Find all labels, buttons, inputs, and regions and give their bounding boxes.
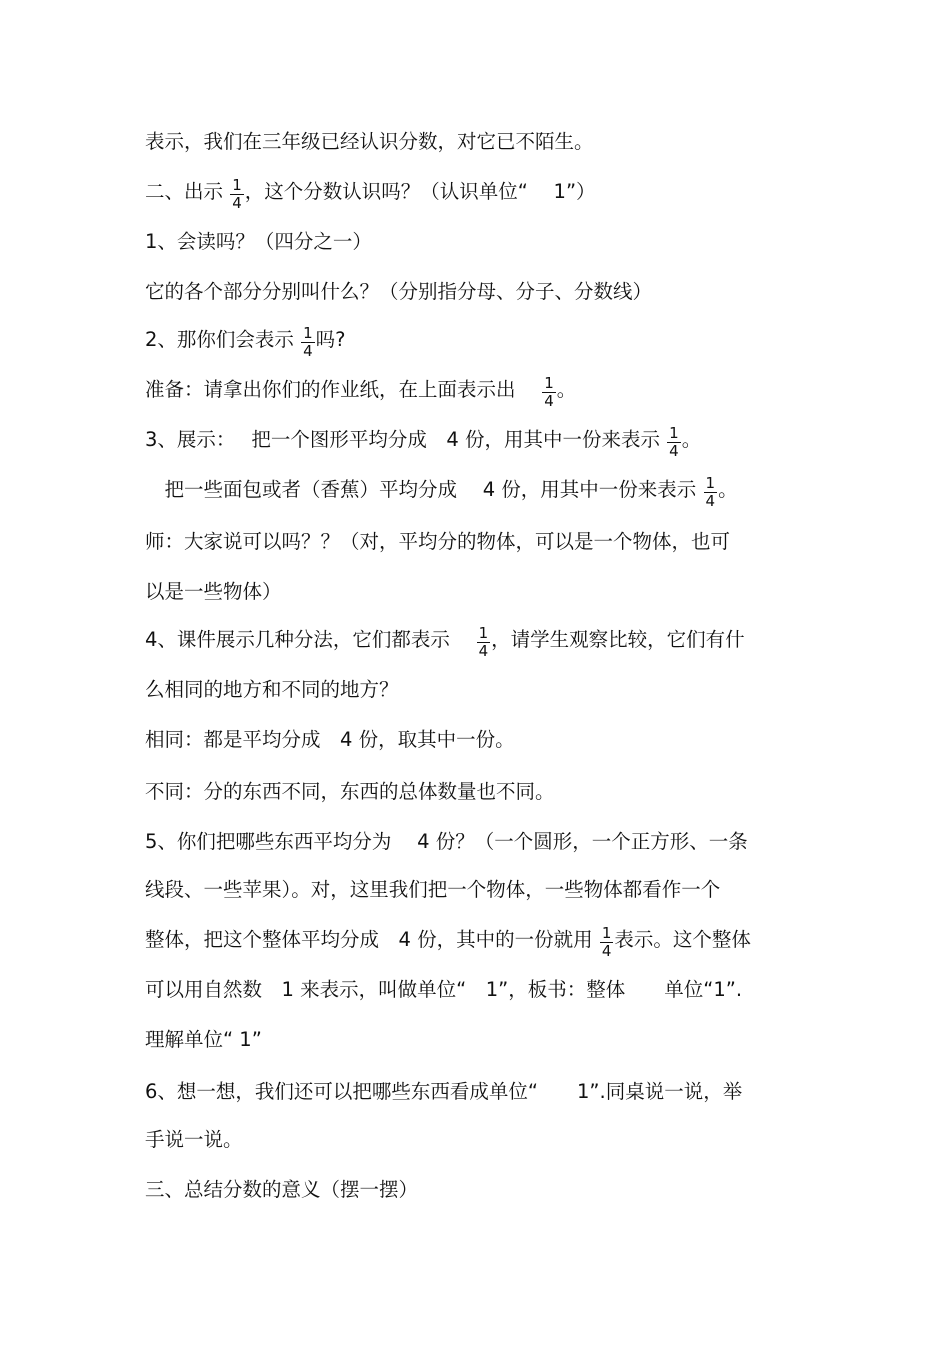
- text-line: 3、展示： 把一个图形平均分成 4 份，用其中一份来表示 $\frac{1}{4}$ 。: [145, 424, 702, 460]
- text-line: 理解单位“ 1”: [145, 1028, 262, 1051]
- text-line: 1、会读吗？（四分之一）: [145, 230, 372, 253]
- text-line: 线段、一些苹果）。对，这里我们把一个物体，一些物体都看作一个: [145, 878, 721, 901]
- text-line: 6、想一想，我们还可以把哪些东西看成单位“ 1”.同桌说一说，举: [145, 1080, 743, 1103]
- text-line: 4、课件展示几种分法，它们都表示 $\frac{1}{4}$ ，请学生观察比较，它们有什: [145, 624, 745, 660]
- text-line: 么相同的地方和不同的地方？: [145, 678, 399, 701]
- text-line: 可以用自然数 1 来表示，叫做单位“ 1”，板书：整体 单位“1”.: [145, 978, 743, 1001]
- text-line: 5、你们把哪些东西平均分为 4 份？（一个圆形，一个正方形、一条: [145, 830, 748, 853]
- text-line: 三、总结分数的意义（摆一摆）: [145, 1178, 419, 1201]
- fraction-one-quarter: $\frac{1}{4}$: [232, 176, 242, 212]
- text-line: 整体，把这个整体平均分成 4 份，其中的一份就用 $\frac{1}{4}$ 表示。这个整体: [145, 924, 751, 960]
- fraction-one-quarter: $\frac{1}{4}$: [478, 624, 489, 660]
- text-line: 表示，我们在三年级已经认识分数，对它已不陌生。: [145, 130, 594, 153]
- fraction-one-quarter: $\frac{1}{4}$: [705, 474, 716, 510]
- text-line: 二、出示 $\frac{1}{4}$ ，这个分数认识吗？（认识单位“ 1”）: [145, 176, 596, 212]
- text-line: 2、那你们会表示 $\frac{1}{4}$ 吗?: [145, 324, 346, 360]
- text-line: 准备：请拿出你们的作业纸，在上面表示出 $\frac{1}{4}$ 。: [145, 374, 577, 410]
- text-line: 师：大家说可以吗？？（对，平均分的物体，可以是一个物体，也可: [145, 530, 731, 553]
- text-line: 它的各个部分分别叫什么？（分别指分母、分子、分数线）: [145, 280, 653, 303]
- text-line: 相同：都是平均分成 4 份，取其中一份。: [145, 728, 515, 751]
- fraction-one-quarter: $\frac{1}{4}$: [601, 924, 612, 960]
- text-line: 不同：分的东西不同，东西的总体数量也不同。: [145, 780, 555, 803]
- fraction-one-quarter: $\frac{1}{4}$: [303, 324, 313, 360]
- text-line: 手说一说。: [145, 1128, 243, 1151]
- fraction-one-quarter: $\frac{1}{4}$: [544, 374, 554, 410]
- text-line: 把一些面包或者（香蕉）平均分成 4 份，用其中一份来表示 $\frac{1}{4}$ 。: [145, 474, 738, 510]
- text-line: 以是一些物体）: [145, 580, 282, 603]
- fraction-one-quarter: $\frac{1}{4}$: [669, 424, 679, 460]
